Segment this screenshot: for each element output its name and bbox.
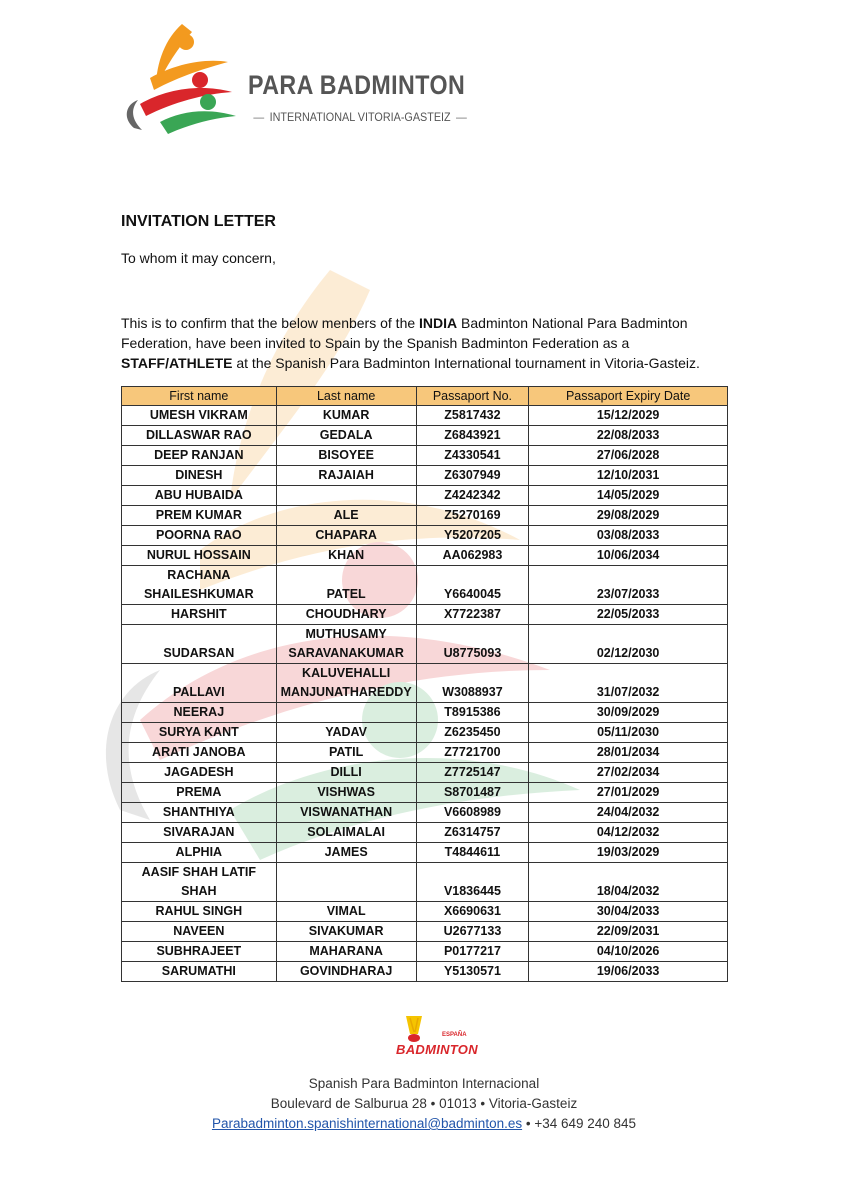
table-row [122,703,728,723]
table-row [122,743,728,763]
last-name-cell: JAMES [276,843,416,863]
passport-no-cell: Z7725147 [416,763,529,783]
table-row [122,486,728,506]
passport-no-cell: Z4330541 [416,446,529,466]
header-passport-no: Passaport No. [416,387,529,406]
last-name-cell: CHOUDHARY [276,605,416,625]
expiry-date-cell: 04/12/2032 [529,823,728,843]
passport-no-cell: U2677133 [416,922,529,942]
passport-no-cell: AA062983 [416,546,529,566]
passport-no-cell: Z6314757 [416,823,529,843]
last-name-cell: SIVAKUMAR [276,922,416,942]
table-row [122,863,728,902]
first-name-cell: DEEP RANJAN [122,446,277,466]
table-row [122,803,728,823]
last-name-cell: SOLAIMALAI [276,823,416,843]
expiry-date-cell: 29/08/2029 [529,506,728,526]
expiry-date-cell: 24/04/2032 [529,803,728,823]
para-part-1: This is to confirm that the below menbers of the [121,315,420,331]
expiry-date-cell: 19/03/2029 [529,843,728,863]
passport-no-cell: Y6640045 [416,566,529,605]
passport-no-cell: Z6235450 [416,723,529,743]
first-name-cell: HARSHIT [122,605,277,625]
expiry-date-cell: 14/05/2029 [529,486,728,506]
table-row [122,922,728,942]
expiry-date-cell: 04/10/2026 [529,942,728,962]
expiry-date-cell: 27/06/2028 [529,446,728,466]
first-name-cell: SUBHRAJEET [122,942,277,962]
first-name-cell: RAHUL SINGH [122,902,277,922]
header-passport-expiry: Passaport Expiry Date [529,387,728,406]
footer-email-link[interactable]: Parabadminton.spanishinternational@badminton.es [211,1116,523,1131]
passport-no-cell: Z5817432 [416,406,529,426]
first-name-cell: ABU HUBAIDA [122,486,277,506]
first-name-cell: ALPHIA [122,843,277,863]
passport-no-cell: Z5270169 [416,506,529,526]
last-name-cell: YADAV [276,723,416,743]
letter-heading: INVITATION LETTER [121,213,276,230]
first-name-cell: NURUL HOSSAIN [122,546,277,566]
first-name-cell: SARUMATHI [122,962,277,982]
first-name-cell: POORNA RAO [122,526,277,546]
last-name-cell: RAJAIAH [276,466,416,486]
table-row [122,546,728,566]
last-name-cell: KALUVEHALLI MANJUNATHAREDDY [276,664,416,703]
last-name-cell: PATEL [276,566,416,605]
footer-contact [0,1074,848,1134]
country-name: INDIA [419,315,458,331]
para-part-2: Badminton National Para Badminton Federation, have been invited to Spain by the Spanish Badminton Federation as a [121,315,688,351]
first-name-cell: JAGADESH [122,763,277,783]
passport-no-cell: V1836445 [416,863,529,902]
table-row [122,566,728,605]
expiry-date-cell: 23/07/2033 [529,566,728,605]
para-badminton-emblem-icon [120,18,245,138]
last-name-cell: CHAPARA [276,526,416,546]
table-row [122,526,728,546]
last-name-cell: VIMAL [276,902,416,922]
last-name-cell: MUTHUSAMY SARAVANAKUMAR [276,625,416,664]
first-name-cell: PREMA [122,783,277,803]
passport-no-cell: X7722387 [416,605,529,625]
para-badminton-logo [120,18,466,148]
members-table [121,386,728,982]
first-name-cell: AASIF SHAH LATIF SHAH [122,863,277,902]
last-name-cell: KHAN [276,546,416,566]
header-first-name: First name [122,387,277,406]
last-name-cell: VISHWAS [276,783,416,803]
first-name-cell: DINESH [122,466,277,486]
table-row [122,506,728,526]
passport-no-cell: V6608989 [416,803,529,823]
passport-no-cell: T4844611 [416,843,529,863]
table-row [122,446,728,466]
passport-no-cell: Y5130571 [416,962,529,982]
table-row [122,466,728,486]
expiry-date-cell: 10/06/2034 [529,546,728,566]
table-row [122,843,728,863]
first-name-cell: PREM KUMAR [122,506,277,526]
passport-no-cell: Z6307949 [416,466,529,486]
first-name-cell: DILLASWAR RAO [122,426,277,446]
passport-no-cell: Z6843921 [416,426,529,446]
expiry-date-cell: 31/07/2032 [529,664,728,703]
footer-logo-text: BADMINTON [396,1042,478,1057]
logo-title: PARA BADMINTON [248,70,466,100]
expiry-date-cell: 19/06/2033 [529,962,728,982]
last-name-cell: MAHARANA [276,942,416,962]
last-name-cell: KUMAR [276,406,416,426]
table-row [122,723,728,743]
passport-no-cell: U8775093 [416,625,529,664]
expiry-date-cell: 18/04/2032 [529,863,728,902]
expiry-date-cell: 05/11/2030 [529,723,728,743]
last-name-cell: GOVINDHARAJ [276,962,416,982]
last-name-cell: GEDALA [276,426,416,446]
table-header-row [122,387,728,406]
passport-no-cell: Z4242342 [416,486,529,506]
footer-phone: • +34 649 240 845 [522,1116,637,1131]
passport-no-cell: P0177217 [416,942,529,962]
last-name-cell: ALE [276,506,416,526]
table-body [122,406,728,982]
logo-subtitle: — INTERNATIONAL VITORIA-GASTEIZ — [248,110,472,124]
expiry-date-cell: 22/09/2031 [529,922,728,942]
first-name-cell: SHANTHIYA [122,803,277,823]
expiry-date-cell: 02/12/2030 [529,625,728,664]
footer-org: Spanish Para Badminton Internacional [308,1076,540,1091]
first-name-cell: NAVEEN [122,922,277,942]
table-row [122,783,728,803]
expiry-date-cell: 22/08/2033 [529,426,728,446]
passport-no-cell: W3088937 [416,664,529,703]
first-name-cell: UMESH VIKRAM [122,406,277,426]
table-row [122,426,728,446]
expiry-date-cell: 30/04/2033 [529,902,728,922]
last-name-cell: DILLI [276,763,416,783]
expiry-date-cell: 27/02/2034 [529,763,728,783]
expiry-date-cell: 12/10/2031 [529,466,728,486]
last-name-cell: PATIL [276,743,416,763]
first-name-cell: RACHANA SHAILESHKUMAR [122,566,277,605]
expiry-date-cell: 22/05/2033 [529,605,728,625]
first-name-cell: SIVARAJAN [122,823,277,843]
table-row [122,763,728,783]
table-row [122,664,728,703]
table-row [122,823,728,843]
expiry-date-cell: 30/09/2029 [529,703,728,723]
first-name-cell: SUDARSAN [122,625,277,664]
table-row [122,406,728,426]
expiry-date-cell: 28/01/2034 [529,743,728,763]
letter-paragraph [121,313,731,373]
table-row [122,625,728,664]
spain-badminton-logo [388,1012,488,1060]
first-name-cell: SURYA KANT [122,723,277,743]
table-row [122,942,728,962]
role-label: STAFF/ATHLETE [121,355,233,371]
table-row [122,605,728,625]
footer-logo-small: ESPAÑA [442,1032,467,1038]
passport-no-cell: Y5207205 [416,526,529,546]
first-name-cell: ARATI JANOBA [122,743,277,763]
passport-no-cell: Z7721700 [416,743,529,763]
expiry-date-cell: 27/01/2029 [529,783,728,803]
expiry-date-cell: 03/08/2033 [529,526,728,546]
table-row [122,962,728,982]
last-name-cell [276,486,416,506]
last-name-cell: VISWANATHAN [276,803,416,823]
letter-greeting: To whom it may concern, [121,250,276,266]
table-row [122,902,728,922]
first-name-cell: PALLAVI [122,664,277,703]
first-name-cell: NEERAJ [122,703,277,723]
header-last-name: Last name [276,387,416,406]
passport-no-cell: T8915386 [416,703,529,723]
footer-email-line [0,1114,848,1134]
last-name-cell [276,863,416,902]
expiry-date-cell: 15/12/2029 [529,406,728,426]
last-name-cell: BISOYEE [276,446,416,466]
footer-address: Boulevard de Salburua 28 • 01013 • Vitoria-Gasteiz [270,1096,578,1111]
para-part-3: at the Spanish Para Badminton International tournament in Vitoria-Gasteiz. [232,355,700,371]
passport-no-cell: S8701487 [416,783,529,803]
passport-no-cell: X6690631 [416,902,529,922]
last-name-cell [276,703,416,723]
